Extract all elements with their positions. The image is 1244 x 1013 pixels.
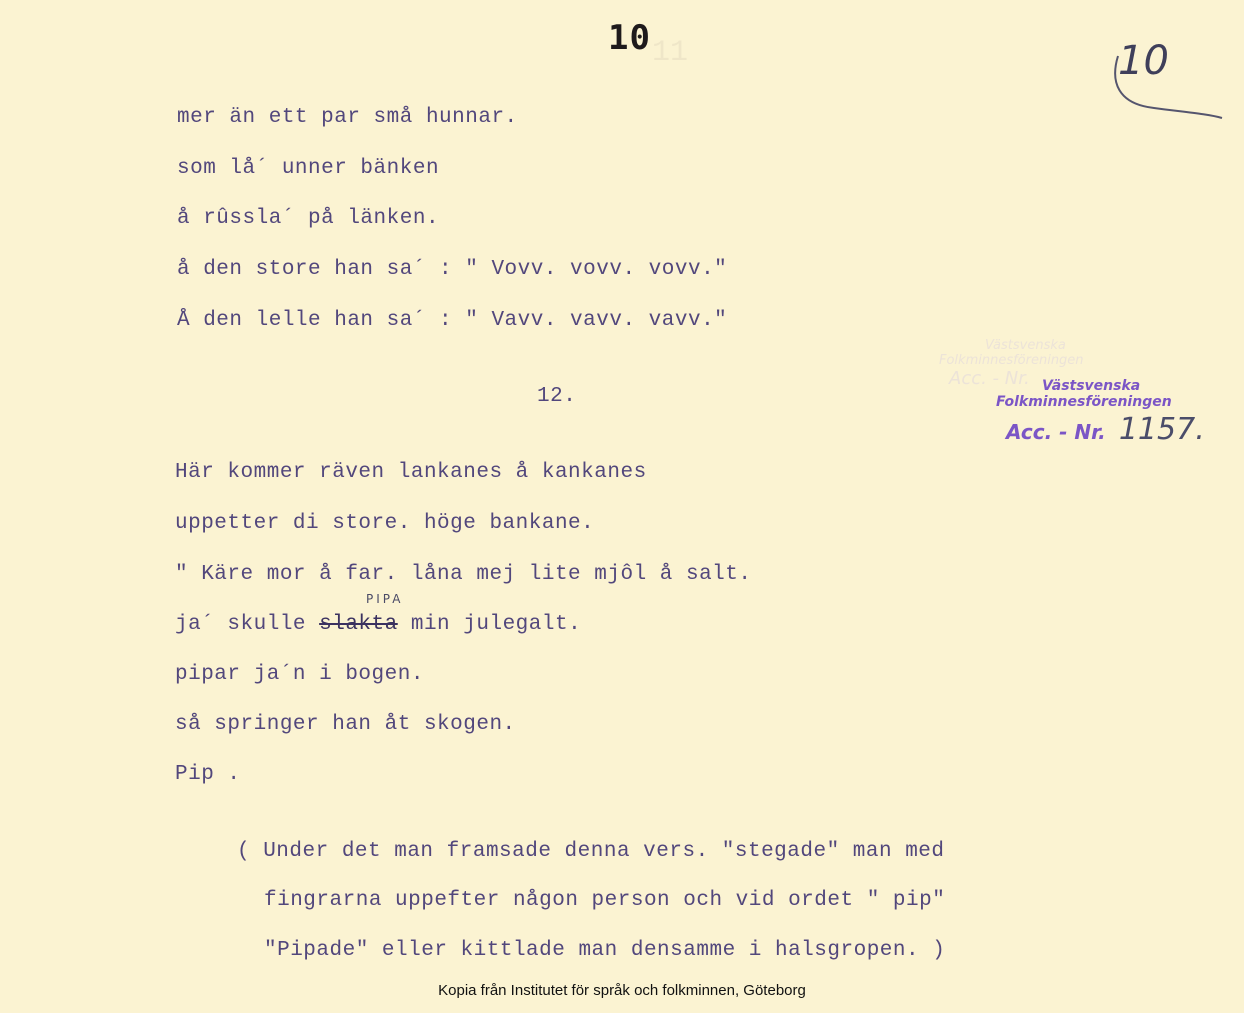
stanza-12-line-7: Pip . [175, 763, 241, 786]
stanza-12-line-5: pipar ja´n i bogen. [175, 663, 424, 686]
stanza-12-line-6: så springer han åt skogen. [175, 713, 516, 736]
stanza-11-line-4: å den store han sa´ : " Vovv. vovv. vovv." [177, 258, 728, 281]
struck-word: slakta [319, 613, 398, 636]
handwritten-insertion: PIPA [366, 592, 404, 606]
stanza-12-number: 12. [537, 385, 577, 408]
archive-stamp [990, 378, 1205, 447]
bleed-through-11: 11 [652, 36, 689, 70]
stanza-12-line-2: uppetter di store. höge bankane. [175, 512, 595, 535]
stamp-acc-label: Acc. - Nr. [1006, 420, 1106, 444]
stanza-12-line-1: Här kommer räven lankanes å kankanes [175, 461, 647, 484]
page-number: 10 [608, 18, 651, 58]
handwritten-page-number: 10 [1118, 38, 1169, 84]
stamp-ghost: Västsvenska Folkminnesföreningen Acc. - Nr. [939, 338, 1084, 389]
stanza-12-line-4 [175, 613, 581, 636]
note-line-3: "Pipade" eller kittlade man densamme i halsgropen. ) [264, 939, 946, 962]
stanza-12-line-3: " Käre mor å far. låna mej lite mjôl å salt. [175, 563, 752, 586]
copy-footer: Kopia från Institutet för språk och folkminnen, Göteborg [438, 982, 806, 999]
note-line-2: fingrarna uppefter någon person och vid ordet " pip" [264, 889, 946, 912]
stanza-11-line-5: Å den lelle han sa´ : " Vavv. vavv. vavv." [177, 309, 728, 332]
stamp-line-1: Västsvenska [1042, 378, 1141, 394]
line-4-suffix: min julegalt. [397, 613, 582, 636]
stamp-line-2: Folkminnesföreningen [996, 394, 1172, 410]
stanza-11-line-1: mer än ett par små hunnar. [177, 106, 518, 129]
line-4-prefix: ja´ skulle [175, 613, 320, 636]
stanza-11-line-3: å rûssla´ på länken. [177, 207, 440, 230]
stamp-acc-number: 1157. [1118, 412, 1205, 447]
note-line-1: ( Under det man framsade denna vers. "stegade" man med [237, 840, 945, 863]
stanza-11-line-2: som lå´ unner bänken [177, 157, 440, 180]
